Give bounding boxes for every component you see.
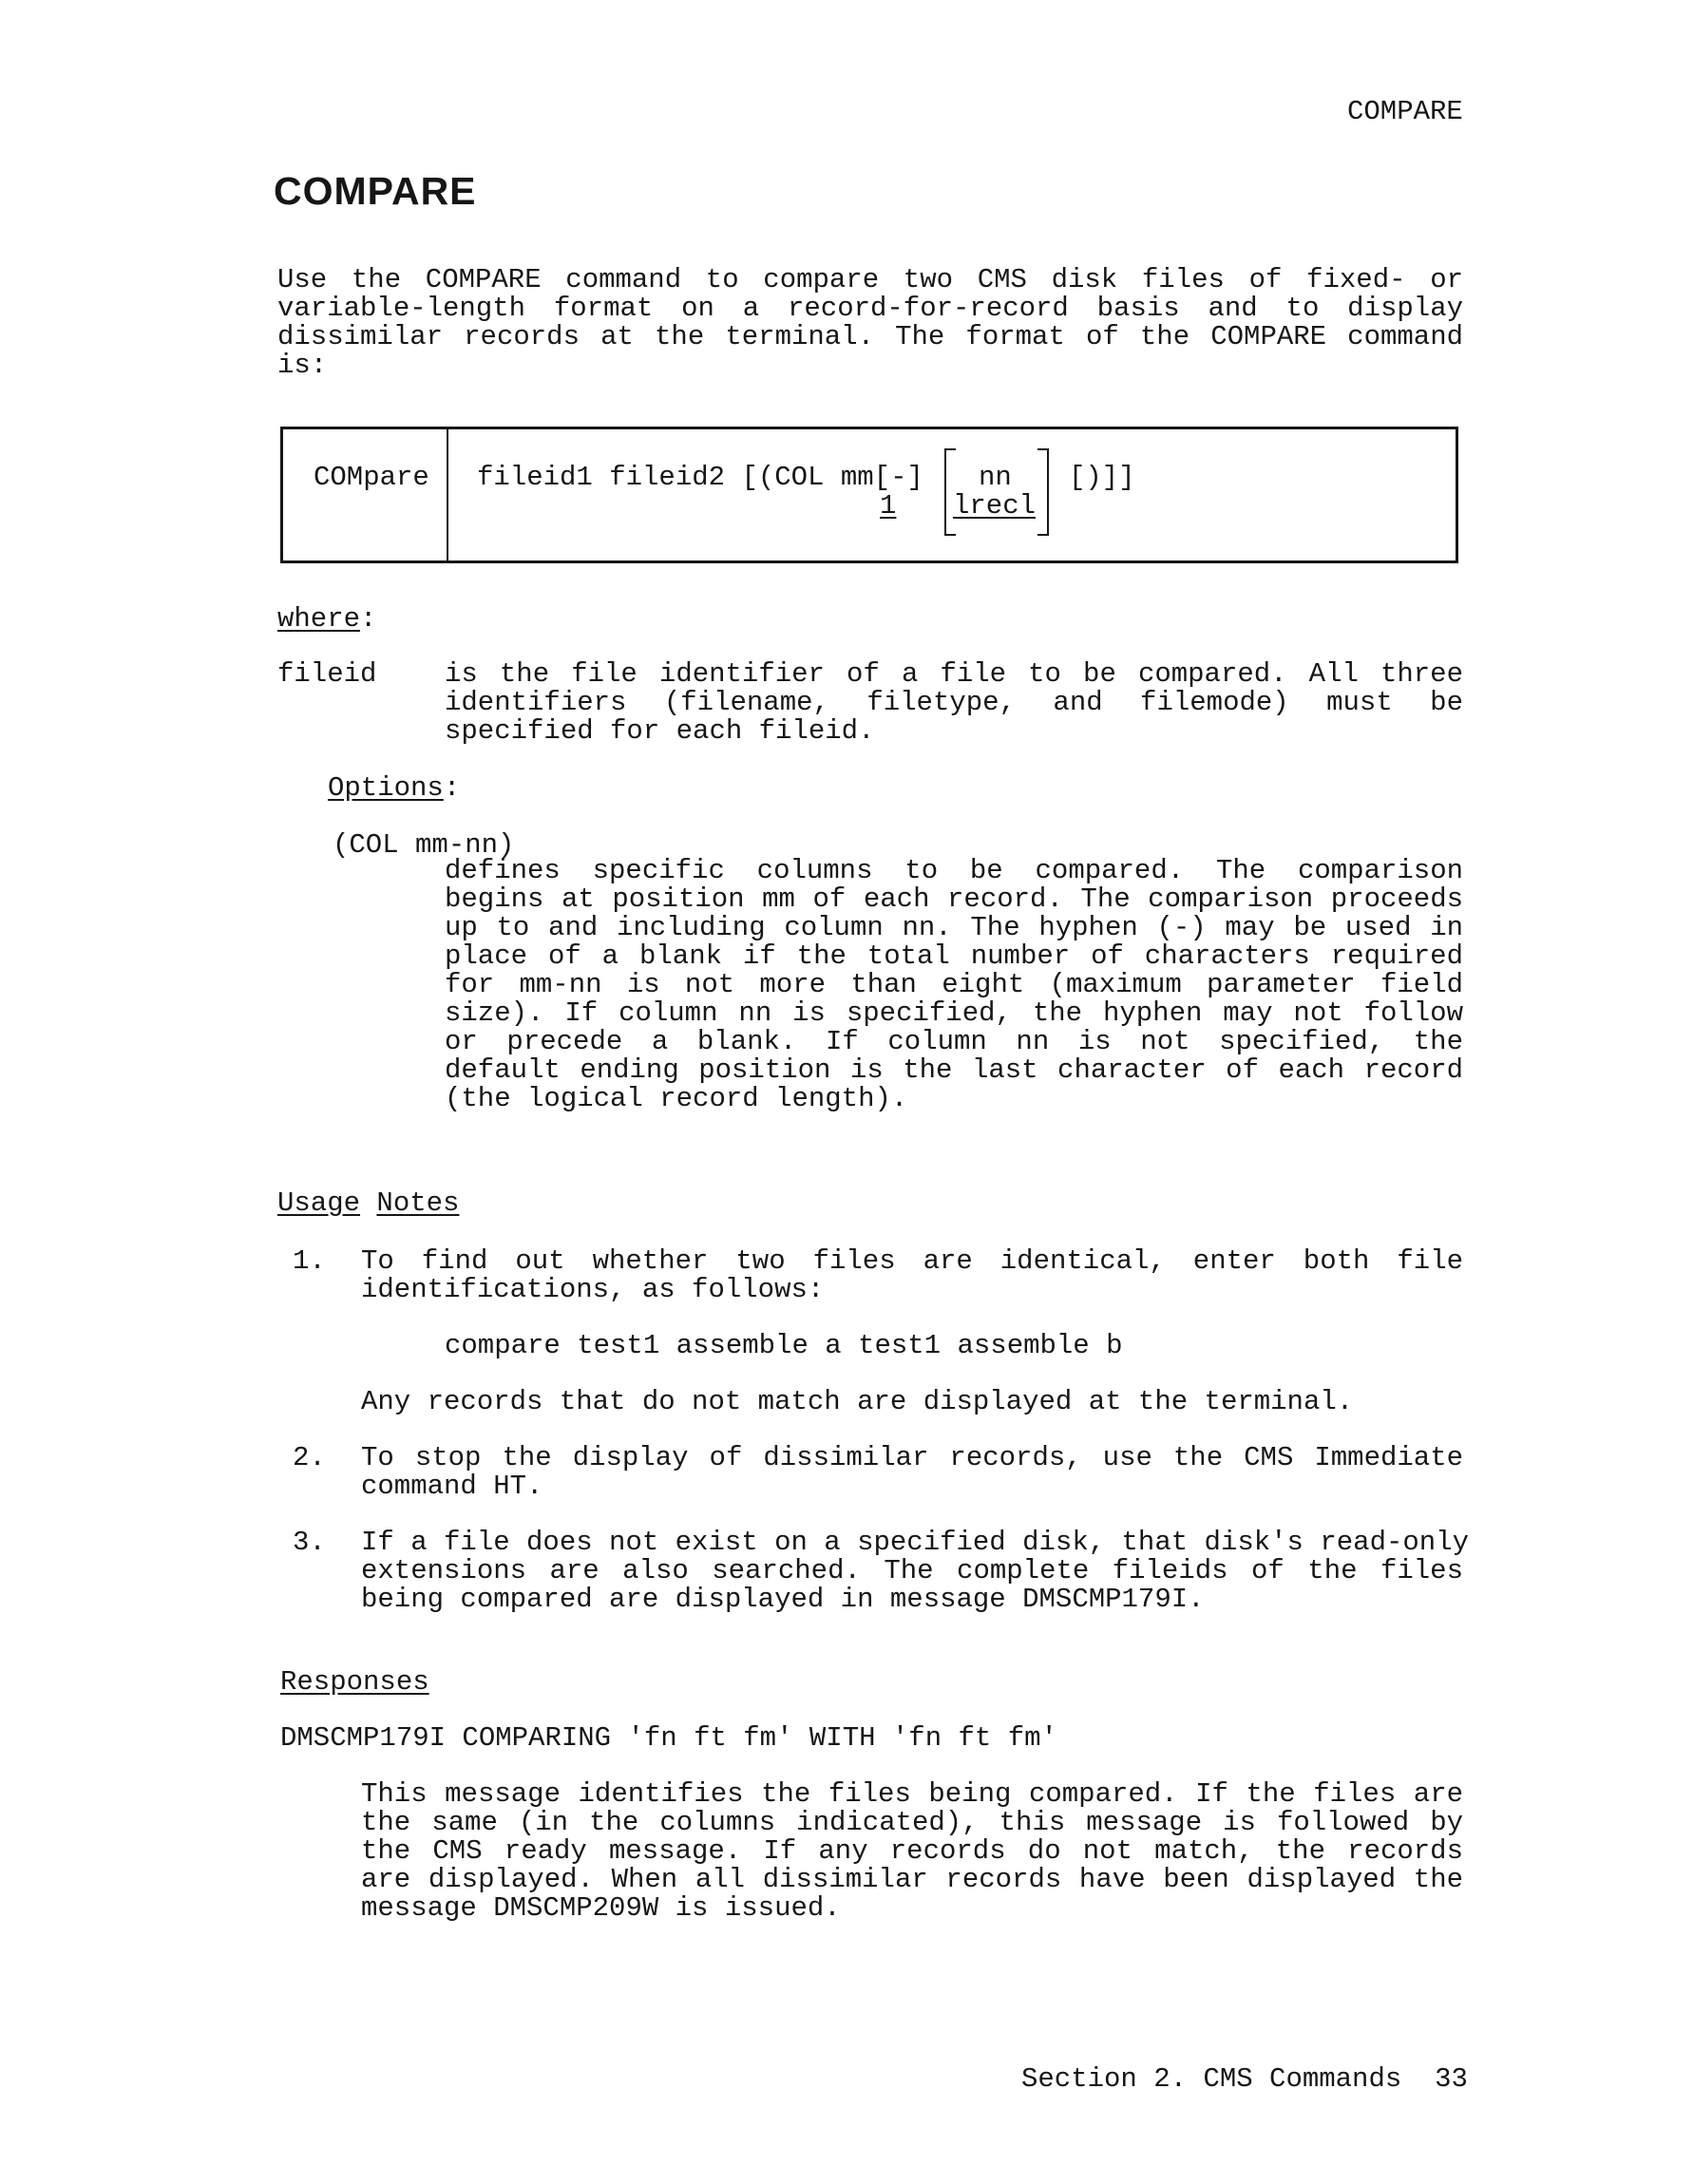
syntax-default-mm: 1 bbox=[880, 490, 897, 522]
syntax-command: COMpare bbox=[314, 462, 429, 493]
options-term: (COL mm-nn) bbox=[333, 829, 515, 861]
syntax-tail: [)]] bbox=[1069, 462, 1135, 493]
options-label: Options bbox=[328, 772, 444, 804]
where-desc-line: identifiers (filename, filetype, and filemode) must be bbox=[445, 687, 1463, 718]
response-desc-line: are displayed. When all dissimilar records have been displayed the bbox=[361, 1864, 1463, 1895]
note-line: being compared are displayed in message DMSCMP179I. bbox=[361, 1584, 1205, 1615]
syntax-operands: fileid1 fileid2 [(COL mm[-] bbox=[477, 462, 923, 493]
options-desc-line: defines specific columns to be compared. The comparison bbox=[445, 855, 1463, 886]
intro-line: is: bbox=[277, 350, 328, 381]
where-heading bbox=[277, 605, 376, 634]
options-heading bbox=[328, 774, 460, 803]
options-desc-line: for mm-nn is not more than eight (maximum parameter field bbox=[445, 969, 1463, 1000]
response-desc-line: This message identifies the files being compared. If the files are bbox=[361, 1778, 1463, 1810]
bracket-corner bbox=[1037, 522, 1049, 536]
options-colon: : bbox=[443, 772, 461, 804]
options-desc-line: or precede a blank. If column nn is not specified, the bbox=[445, 1026, 1463, 1057]
usage-notes-heading-word: Usage bbox=[277, 1187, 361, 1219]
syntax-default-nn: lrecl bbox=[953, 490, 1037, 522]
options-desc-line: default ending position is the last character of each record bbox=[445, 1054, 1463, 1086]
where-desc-line: specified for each fileid. bbox=[445, 715, 875, 747]
footer-text: Section 2. CMS Commands bbox=[1021, 2063, 1402, 2095]
response-desc-line: message DMSCMP209W is issued. bbox=[361, 1892, 841, 1924]
response-desc-line: the CMS ready message. If any records do not match, the records bbox=[361, 1835, 1463, 1867]
responses-heading: Responses bbox=[280, 1666, 429, 1698]
usage-notes-heading bbox=[277, 1189, 459, 1218]
intro-line: variable-length format on a record-for-record basis and to display bbox=[277, 293, 1463, 324]
note-number: 3. bbox=[293, 1527, 326, 1558]
note-after: Any records that do not match are displayed at the terminal. bbox=[361, 1386, 1354, 1417]
page-footer bbox=[1021, 2065, 1468, 2094]
note-number: 1. bbox=[293, 1245, 326, 1277]
note-example: compare test1 assemble a test1 assemble b bbox=[445, 1330, 1123, 1361]
syntax-nn: nn bbox=[979, 462, 1012, 493]
note-line: extensions are also searched. The complete fileids of the files bbox=[361, 1555, 1463, 1586]
where-label: where bbox=[277, 603, 361, 635]
note-line: To stop the display of dissimilar records, use the CMS Immediate bbox=[361, 1442, 1463, 1473]
running-head: COMPARE bbox=[1347, 96, 1463, 127]
bracket-side bbox=[944, 460, 946, 522]
options-desc-line: size). If column nn is specified, the hyphen may not follow bbox=[445, 997, 1463, 1029]
note-line: To find out whether two files are identical, enter both file bbox=[361, 1245, 1463, 1277]
options-desc-line: place of a blank if the total number of characters required bbox=[445, 940, 1463, 972]
intro-line: Use the COMPARE command to compare two CMS disk files of fixed- or bbox=[277, 264, 1463, 295]
bracket-corner bbox=[944, 522, 956, 536]
syntax-box-divider bbox=[447, 427, 448, 563]
note-line: If a file does not exist on a specified disk, that disk's read-only bbox=[361, 1527, 1469, 1558]
where-colon: : bbox=[360, 603, 377, 635]
note-number: 2. bbox=[293, 1442, 326, 1473]
note-line: identifications, as follows: bbox=[361, 1274, 825, 1305]
options-desc-line: begins at position mm of each record. The comparison proceeds bbox=[445, 883, 1463, 915]
where-term: fileid bbox=[277, 658, 377, 690]
syntax-box-border bbox=[280, 427, 1458, 563]
options-desc-line: (the logical record length). bbox=[445, 1083, 908, 1114]
page-number: 33 bbox=[1435, 2063, 1468, 2095]
note-line: command HT. bbox=[361, 1471, 543, 1502]
options-desc-line: up to and including column nn. The hyphen (-) may be used in bbox=[445, 912, 1463, 943]
intro-line: dissimilar records at the terminal. The format of the COMPARE command bbox=[277, 321, 1463, 352]
response-message: DMSCMP179I COMPARING 'fn ft fm' WITH 'fn ft fm' bbox=[280, 1722, 1057, 1754]
page-title: COMPARE bbox=[274, 169, 477, 213]
bracket-side bbox=[1047, 460, 1049, 522]
response-desc-line: the same (in the columns indicated), this message is followed by bbox=[361, 1807, 1463, 1838]
usage-notes-heading-word: Notes bbox=[376, 1187, 460, 1219]
where-desc-line: is the file identifier of a file to be compared. All three bbox=[445, 658, 1463, 690]
